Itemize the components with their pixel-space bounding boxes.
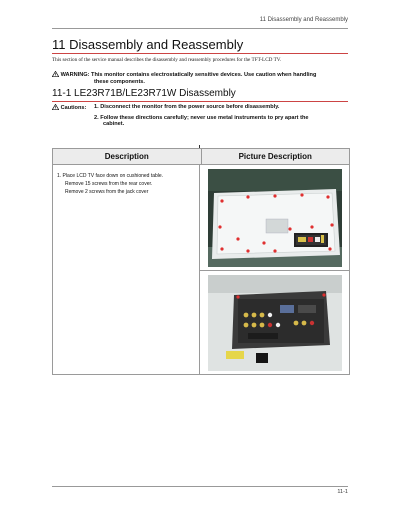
header-picture-description: Picture Description — [238, 152, 312, 161]
intro-text: This section of the service manual describes the disassembly and reassembly procedures for the TFT-LCD TV. — [52, 57, 282, 63]
step-description — [53, 165, 200, 374]
warning-label: WARNING: — [60, 72, 90, 78]
rear-cover-photo — [208, 169, 342, 267]
picture-column — [200, 165, 349, 374]
picture-cell-rear-cover — [200, 165, 349, 271]
step-1-line-2: Remove 15 screws from the rear cover. — [65, 181, 153, 187]
page-number: 11-1 — [337, 489, 348, 495]
disassembly-table — [52, 148, 350, 375]
caution-item-2: 2. Follow these directions carefully; never use metal instruments to pry apart the — [94, 115, 309, 121]
picture-cell-jack-cover — [200, 271, 349, 374]
step-1-line-3: Remove 2 screws from the jack cover — [65, 189, 149, 195]
page-title: 11 Disassembly and Reassembly — [52, 37, 348, 54]
header-rule — [52, 28, 348, 29]
footer-rule — [52, 486, 348, 487]
caution-item-2-cont: cabinet. — [103, 121, 125, 127]
warning-icon — [52, 71, 59, 79]
header-description: Description — [53, 149, 202, 164]
table-header — [53, 149, 349, 165]
section-subtitle: 11-1 LE23R71B/LE23R71W Disassembly — [52, 88, 348, 102]
running-header: 11 Disassembly and Reassembly — [259, 17, 348, 23]
warning-text: This monitor contains electrostatically sensitive devices. Use caution when handling — [91, 72, 317, 78]
cautions-label: Cautions: — [60, 105, 87, 111]
caution-item-1: 1. Disconnect the monitor from the power source before disassembly. — [94, 104, 280, 110]
cautions-block — [52, 104, 348, 127]
table-row — [53, 165, 349, 374]
caution-icon — [52, 104, 59, 112]
warning-block — [52, 71, 348, 85]
warning-text-cont: these components. — [94, 79, 145, 85]
step-1-line-1: 1. Place LCD TV face down on cushioned table. — [57, 173, 164, 179]
jack-cover-photo — [208, 275, 342, 371]
